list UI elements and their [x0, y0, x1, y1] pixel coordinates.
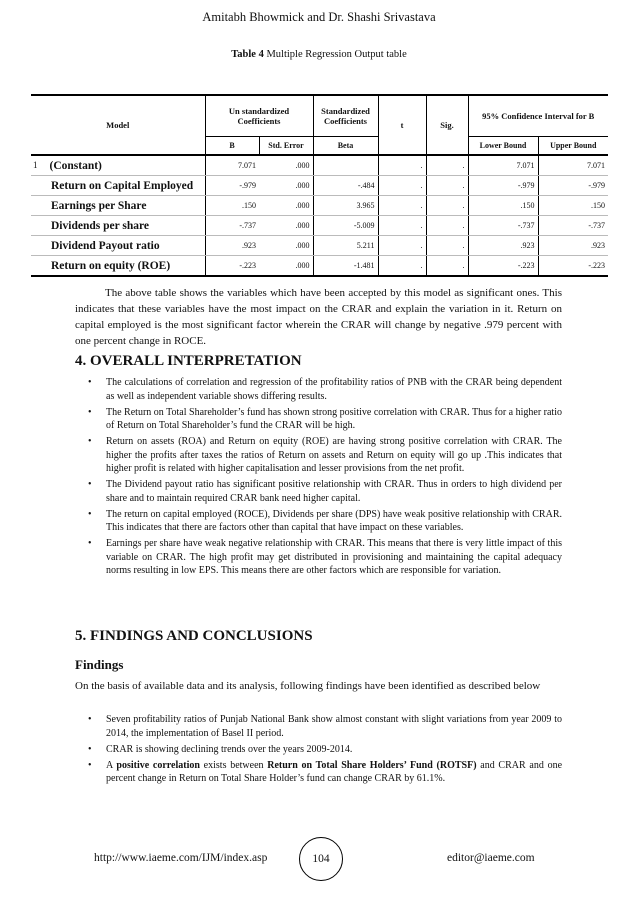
cell-upper: -.979 [538, 176, 608, 196]
cell-upper: 7.071 [538, 155, 608, 176]
cell-b: .150 [205, 196, 259, 216]
cell-upper: -.223 [538, 256, 608, 277]
bullet-icon: • [88, 436, 92, 447]
cell-beta: 5.211 [313, 236, 378, 256]
bullet-icon: • [88, 714, 92, 725]
cell-std-error: .000 [259, 216, 313, 236]
cell-b: -.979 [205, 176, 259, 196]
regression-table [31, 94, 608, 277]
table-row [31, 176, 608, 196]
cell-beta: -5.009 [313, 216, 378, 236]
table-row [31, 216, 608, 236]
header-b: B [205, 137, 259, 156]
cell-b: .923 [205, 236, 259, 256]
table-row [31, 256, 608, 277]
row-label: Dividend Payout ratio [31, 236, 205, 256]
list-item: • CRAR is showing declining trends over the years 2009-2014. [88, 743, 353, 755]
list-item: • Return on assets (ROA) and Return on equity (ROE) are having strong positive correlation with CRAR. The higher the profits after taxes the ratios of Return on assets and Return on equity will go up .This indicates that higher profit is related with higher capitalisation and lesser provisions from the net profit. [88, 436, 562, 474]
header-unstandardized: Un standardized Coefficients [205, 95, 313, 137]
bullet-icon: • [88, 377, 92, 388]
list-item: • Seven profitability ratios of Punjab National Bank show almost constant with slight variations from year 2009 to 2014, the implementation of Basel II period. [88, 714, 562, 739]
bullet-icon: • [88, 479, 92, 490]
cell-lower: -.737 [468, 216, 538, 236]
table-row [31, 155, 608, 176]
header-lower-bound: Lower Bound [468, 137, 538, 156]
list-item: • The Dividend payout ratio has significant positive relationship with CRAR. Thus in orders to high dividend per share and to maintain required CRAR bank need higher capital. [88, 479, 562, 504]
list-item: • The return on capital employed (ROCE), Dividends per share (DPS) have weak positive relationship with CRAR. This indicates that there are factors other than capital that have impact on these variables. [88, 508, 562, 533]
table-caption-text: Multiple Regression Output table [266, 49, 407, 60]
findings-intro: On the basis of available data and its analysis, following findings have been identified as described below [75, 680, 541, 692]
cell-b: 7.071 [205, 155, 259, 176]
cell-lower: .150 [468, 196, 538, 216]
cell-beta: -.484 [313, 176, 378, 196]
cell-b: -.223 [205, 256, 259, 277]
cell-std-error: .000 [259, 176, 313, 196]
section-5-title: 5. FINDINGS AND CONCLUSIONS [75, 628, 313, 644]
header-sig: Sig. [426, 95, 468, 155]
cell-beta: 3.965 [313, 196, 378, 216]
table-row [31, 196, 608, 216]
row-label: Dividends per share [31, 216, 205, 236]
findings-heading: Findings [75, 657, 124, 672]
row-label [31, 155, 205, 176]
cell-t: . [378, 155, 426, 176]
cell-beta [313, 155, 378, 176]
running-header: Amitabh Bhowmick and Dr. Shashi Srivastava [202, 10, 436, 24]
table-row [31, 236, 608, 256]
cell-std-error: .000 [259, 236, 313, 256]
row-label: Return on equity (ROE) [31, 256, 205, 277]
cell-upper: .150 [538, 196, 608, 216]
header-standardized: Standardized Coefficients [313, 95, 378, 137]
findings-bullets [75, 713, 562, 788]
table-caption-label: Table 4 [231, 49, 264, 60]
cell-sig: . [426, 196, 468, 216]
cell-sig: . [426, 236, 468, 256]
cell-b: -.737 [205, 216, 259, 236]
cell-t: . [378, 256, 426, 277]
row-label-text: (Constant) [49, 159, 102, 172]
cell-sig: . [426, 176, 468, 196]
cell-std-error: .000 [259, 196, 313, 216]
header-beta: Beta [313, 137, 378, 156]
table-paragraph: The above table shows the variables which have been accepted by this model as significant ones. This indicates that these variables have the most impact on the CRAR and explain the variation in it. Return on capital employed is the most significant factor wherein the CRAR will change by negative .979 percent with one percent change in ROCE. [75, 287, 562, 347]
table-caption [0, 49, 638, 60]
list-item: • Earnings per share have weak negative relationship with CRAR. This means that there is very little impact of this variable on CRAR. The high profit may get distributed in provisioning and maintaining the capital adequacy norms resulting in low EPS. This means there are other factors which are responsible for variation. [88, 538, 562, 576]
cell-sig: . [426, 155, 468, 176]
bullet-icon: • [88, 406, 92, 418]
cell-lower: -.223 [468, 256, 538, 277]
footer-url[interactable]: http://www.iaeme.com/IJM/index.asp [94, 852, 268, 864]
cell-t: . [378, 176, 426, 196]
section-4-bullets [75, 376, 562, 580]
section-4-title: 4. OVERALL INTERPRETATION [75, 353, 302, 369]
cell-lower: .923 [468, 236, 538, 256]
header-t: t [378, 95, 426, 155]
header-confidence-interval: 95% Confidence Interval for B [468, 95, 608, 137]
header-upper-bound: Upper Bound [538, 137, 608, 156]
header-std-error: Std. Error [259, 137, 313, 156]
cell-t: . [378, 216, 426, 236]
cell-std-error: .000 [259, 256, 313, 277]
row-label: Earnings per Share [31, 196, 205, 216]
cell-lower: 7.071 [468, 155, 538, 176]
cell-t: . [378, 196, 426, 216]
cell-sig: . [426, 216, 468, 236]
model-index: 1 [33, 159, 38, 170]
list-item: • A positive correlation exists between Return on Total Share Holders’ Fund (ROTSF) and CRAR and one percent change in Return on Total Share Holder’s fund can change CRAR by 61.1%. [88, 759, 563, 784]
cell-t: . [378, 236, 426, 256]
header-model: Model [31, 95, 205, 155]
cell-lower: -.979 [468, 176, 538, 196]
cell-beta: -1.481 [313, 256, 378, 277]
row-label: Return on Capital Employed [31, 176, 205, 196]
page-number: 104 [299, 837, 343, 881]
bullet-icon: • [88, 743, 92, 755]
bullet-icon: • [88, 538, 92, 549]
cell-upper: -.737 [538, 216, 608, 236]
cell-upper: .923 [538, 236, 608, 256]
footer-email[interactable]: editor@iaeme.com [447, 852, 535, 864]
list-item: • The calculations of correlation and regression of the profitability ratios of PNB with the CRAR being dependent as well as independent variable shows differing results. [88, 377, 562, 402]
bullet-icon: • [88, 759, 92, 771]
bullet-icon: • [88, 508, 92, 520]
cell-sig: . [426, 256, 468, 277]
cell-std-error: .000 [259, 155, 313, 176]
list-item: • The Return on Total Shareholder’s fund has shown strong positive correlation with CRAR. Thus for a higher ratio of Return on Total Shareholder’s fund the CRAR will be high. [88, 406, 562, 431]
